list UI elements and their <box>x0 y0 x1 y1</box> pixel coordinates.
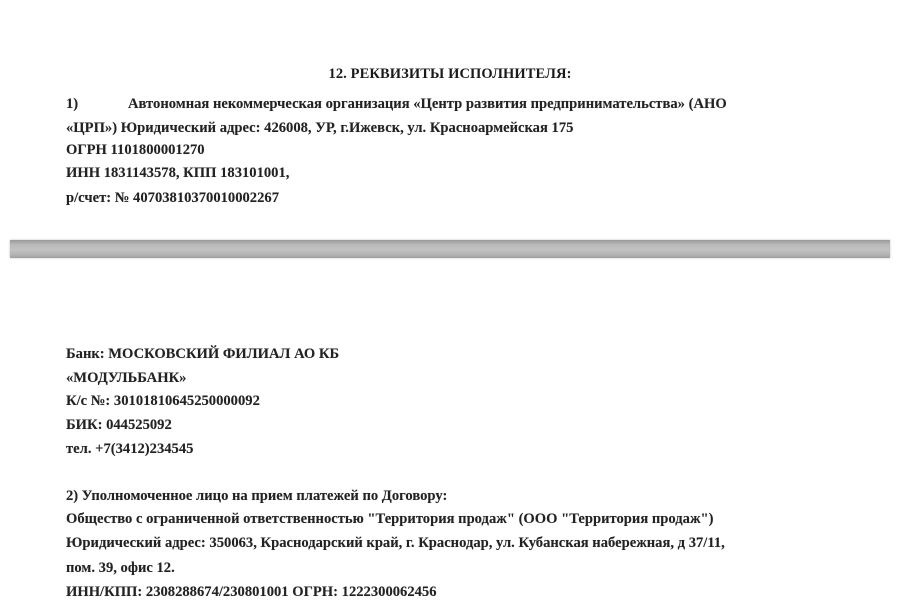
executor-ogrn: ОГРН 1101800001270 <box>66 142 205 158</box>
authorized-ids: ИНН/КПП: 2308288674/230801001 ОГРН: 1222300062456 <box>66 584 437 600</box>
authorized-address-line-2: пом. 39, офис 12. <box>66 560 175 576</box>
executor-address: «ЦРП») Юридический адрес: 426008, УР, г.Ижевск, ул. Красноармейская 175 <box>66 120 574 136</box>
authorized-org-name: Общество с ограниченной ответственностью "Территория продаж" (ООО "Территория продаж") <box>66 511 714 527</box>
bank-corr-account: К/с №: 30101810645250000092 <box>66 393 260 409</box>
bank-bik: БИК: 044525092 <box>66 417 172 433</box>
page-break-divider <box>10 240 890 258</box>
executor-account: р/счет: № 40703810370010002267 <box>66 190 279 206</box>
executor-org-name: Автономная некоммерческая организация «Центр развития предпринимательства» (АНО <box>128 96 727 112</box>
authorized-address-line-1: Юридический адрес: 350063, Краснодарский край, г. Краснодар, ул. Кубанская набережная, д 37/11, <box>66 535 725 551</box>
bank-name-line-2: «МОДУЛЬБАНК» <box>66 370 187 386</box>
bank-phone: тел. +7(3412)234545 <box>66 441 194 457</box>
authorized-intro: 2) Уполномоченное лицо на прием платежей по Договору: <box>66 488 448 504</box>
executor-inn-kpp: ИНН 1831143578, КПП 183101001, <box>66 165 290 181</box>
section-heading: 12. РЕКВИЗИТЫ ИСПОЛНИТЕЛЯ: <box>328 66 572 82</box>
bank-name-line-1: Банк: МОСКОВСКИЙ ФИЛИАЛ АО КБ <box>66 346 340 362</box>
executor-number: 1) <box>66 96 79 112</box>
executor-line-1 <box>66 95 727 113</box>
